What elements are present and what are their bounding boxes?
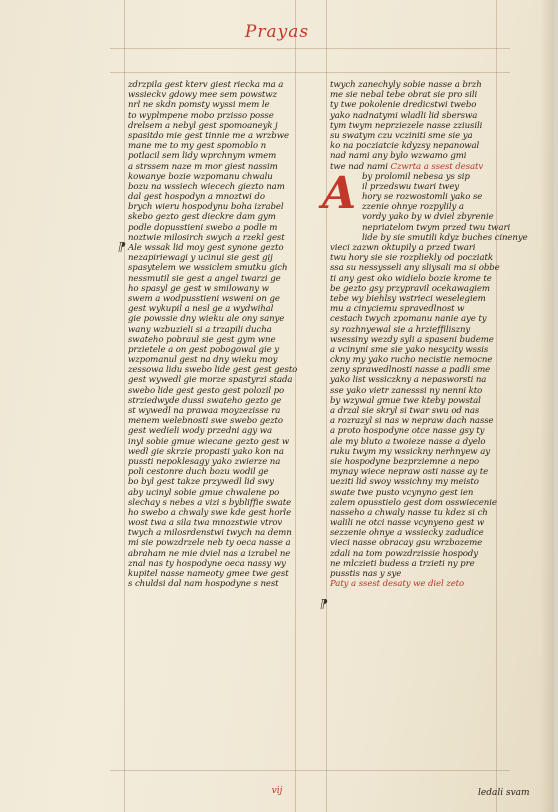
- text-line: ty twe pokolenie dredicstwi twebo: [330, 100, 477, 111]
- text-line: ne mlczieti budess a trzieti ny pre: [330, 558, 475, 569]
- text-line: nasseho a chwaly nasse tu kdez si ch: [330, 507, 488, 518]
- text-line: ti any gest oko widielo bozie krome te: [330, 273, 492, 284]
- text-line: zessowa lidu swebo lide gest gest gesto: [128, 365, 298, 376]
- ruling-line: [326, 0, 327, 812]
- text-line: to wyplmpene mobo przisso posse: [128, 110, 274, 121]
- text-line: nezapiriewagi y ucinui sie gest gij: [128, 253, 273, 264]
- ruling-line: [496, 0, 497, 812]
- rubric-end: Paty a ssest desaty we diel zeto: [330, 579, 465, 590]
- text-line: cestach twych zpomanu nanie aye ty: [330, 314, 487, 325]
- text-line: spasitdo mie gest tinnie me a wrzbwe: [128, 130, 289, 141]
- right-column-rest: [330, 243, 500, 579]
- text-line: Ale wssak lid moy gest synone gezto: [128, 243, 284, 253]
- text-line: nad nami any bylo wzwamo gmi: [330, 151, 467, 162]
- text-line: vordy yako by w dviel zbyrenie: [362, 212, 494, 223]
- rubric-heading: Czwrta a ssest desatv: [390, 161, 484, 172]
- text-line: twych a milosrdenstwi twych na demn: [128, 528, 292, 539]
- text-line: by prolomil nebesa ys sip: [362, 171, 470, 182]
- text-line: swem a wodpusstieni wsweni on ge: [128, 293, 280, 304]
- text-line: yako list wssiczkny a nepasworsti na: [330, 375, 487, 386]
- text-line: sy rozhnyewal sie a hrzieffiliszny: [330, 324, 471, 335]
- paragraph-mark: ⁋: [320, 597, 328, 611]
- text-line: tebe wy biehlsy wstrieci weselegiem: [330, 293, 486, 304]
- ruling-line: [295, 0, 296, 812]
- text-line: skebo gezto gest dieckre dam gym: [128, 212, 276, 223]
- text-line: sse yako vietr zanesssi ny nenni kto: [330, 385, 483, 396]
- text-line: bozu na wssiech wiecech giezto nam: [128, 181, 285, 192]
- text-line: ho swebo a chwaly swe kde gest horle: [128, 507, 292, 518]
- text-line: vieci nasse obracay gsu wrzbozeme: [330, 538, 483, 549]
- text-line: lide by sie smutili kdyz buches cinenye: [362, 232, 528, 243]
- text-line: spasytelem we wssiclem smutku gich: [128, 263, 288, 274]
- text-line: drelsem a nebyl gest spomoaneyk j: [128, 120, 278, 131]
- text-line: brych wieru hospodynu boha izrabel: [128, 202, 284, 213]
- text-line: bo byl gest takze przywedl lid swy: [128, 477, 274, 488]
- ruling-line: [110, 770, 510, 771]
- paragraph-mark: ⁋: [118, 240, 126, 254]
- text-line: swebo lide gest gesto gest polozil po: [128, 385, 285, 396]
- text-line: gest wywedl gie morze spastyrzi stada: [128, 375, 293, 386]
- text-line: gest wykupil a nesl ge a wydwihal: [128, 304, 274, 315]
- text-line: wzpomanul gest na dny wieku moy: [128, 355, 278, 366]
- text-line: pusstis nas y sye: [330, 569, 402, 579]
- text-line: gest wedieli wody przedni agy wa: [128, 426, 273, 437]
- text-line: pussti nepoklesagy yako zwierze na: [128, 456, 281, 467]
- text-line: abraham ne mie dviel nas a izrabel ne: [128, 548, 291, 559]
- text-line: st wywedl na prawaa moyzezisse ra: [128, 406, 281, 416]
- left-column: [128, 80, 298, 590]
- text-line: kupitel nasse nameoty gmee twe gest: [128, 569, 289, 579]
- text-line: zdrzpila gest kterv giest riecka ma a: [128, 80, 284, 90]
- text-line: il przedswu twari twey: [362, 181, 460, 192]
- text-line: zeny sprawedlnosti nasse a padli sme: [330, 365, 491, 376]
- ruling-line: [110, 72, 510, 73]
- text-line: twych zanechyly sobie nasse a brzh: [330, 80, 482, 90]
- text-line: zalem opusstielo gest dom osswiecenie: [330, 497, 497, 508]
- text-line: wedl gie skrzie propasti yako kon na: [128, 446, 284, 457]
- text-line: nrl ne skdn pomsty wyssi mem le: [128, 100, 270, 111]
- text-line: walili ne otci nasse vcynyeno gest w: [330, 518, 485, 529]
- text-line: yako nadnatymi wladli lid sberswa: [330, 110, 478, 121]
- text-line: twu hory sie sie rozpliekly od pocziatk: [330, 253, 493, 264]
- text-line: tym twym neprziezele nasse zziusili: [330, 120, 483, 131]
- text-line: aby ucinyl sobie gmue chwalene po: [128, 487, 280, 498]
- text-line: ssa su nessysseli any sliysali ma si obbe: [330, 263, 500, 274]
- rubric-lead: twe nad nami: [330, 161, 388, 172]
- text-line: noztwie milosirch swych a rzekl gest: [128, 232, 285, 243]
- running-head: Prayas: [244, 22, 310, 42]
- ruling-line: [124, 0, 125, 812]
- text-line: me sie nebal tebe obrat sie pro sili: [330, 90, 478, 101]
- text-line: swateho pobraul sie gest gym wne: [128, 334, 276, 345]
- text-line: mu a cinyciemu spravedlnost w: [330, 304, 465, 315]
- text-line: wany wzbuzieli si a trzapili ducha: [128, 324, 272, 335]
- text-line: by wzywal gmue twe kteby powstal: [330, 395, 481, 406]
- catchword: ledali svam: [478, 788, 530, 798]
- text-line: potlacil sem lidy wprchnym wmem: [128, 151, 277, 162]
- text-line: nepriatelom twym przed twu twari: [362, 222, 511, 233]
- text-line: sezzenie ohnye a wssiecky zadudice: [330, 528, 484, 539]
- text-line: s chuldsi dal nam hospodyne s nest: [128, 579, 279, 590]
- text-line: sie hospodyne bezprziemne a nepo: [330, 456, 480, 467]
- text-line: su swatym czu vcziniti sme sie ya: [330, 130, 473, 141]
- right-column-top: [330, 80, 492, 162]
- text-line: ruku twym my wssickny nerhnyew ay: [330, 446, 490, 457]
- right-column: [322, 80, 528, 590]
- text-line: gie powssie dny wieku ale ony sanye: [128, 314, 285, 325]
- text-line: be gezto gsy przypravil ocekawagiem: [330, 283, 490, 294]
- text-line: menem welebnosti swe swebo gezto: [128, 416, 283, 427]
- text-line: wssieckv gdowy mee sem powstwz: [128, 90, 277, 101]
- text-line: vieci zazwn oktupily a przed twari: [330, 243, 476, 253]
- text-line: ale my bluto a twoieze nasse a dyelo: [330, 436, 486, 447]
- text-line: strziedwyde dussi swateho gezto ge: [128, 395, 282, 406]
- initial-block: [322, 167, 528, 243]
- text-line: mi sie powzdrzele neb ty oeca nasse a: [128, 538, 291, 549]
- text-line: a drzal sie skryl si twar swu od nas: [330, 406, 480, 416]
- text-line: inyl sobie gmue wiecane gezto gest w: [128, 436, 290, 447]
- text-line: przietele a on gest pobogowal gie y: [128, 344, 279, 355]
- text-line: swate twe pusto vcynyno gest ien: [330, 487, 474, 498]
- text-line: podle dopusstieni swebo a podle m: [128, 222, 278, 233]
- text-line: zzenie ohnye rozpylily a: [362, 202, 464, 213]
- text-line: wsessiny wezdy syli a spaseni budeme: [330, 334, 494, 345]
- text-line: kowanye bozie wzpomanu chwalu: [128, 171, 273, 182]
- text-line: a proto hospodyne otce nasse gsy ty: [330, 426, 485, 437]
- text-line: mynay wiece nepraw osti nasse ay te: [330, 467, 489, 478]
- text-line: hory se rozwostomli yako se: [362, 192, 483, 203]
- text-line: a strssem naze m mor giest nassim: [128, 161, 278, 172]
- text-line: zdali na tom powzdrzissie hospody: [330, 548, 478, 559]
- text-line: dal gest hospodyn a mnoztwi do: [128, 192, 265, 203]
- text-line: a rozrazyl si nas w nepraw dach nasse: [330, 416, 494, 427]
- folio-number: vij: [271, 786, 283, 796]
- text-line: poli cestonre duch bozu wodil ge: [128, 467, 269, 478]
- text-line: ho spasyl ge gest w smilowany w: [128, 283, 269, 294]
- text-line: nessmutil sie gest a angel twarzi ge: [128, 273, 281, 284]
- text-line: ueziti lid swoy wssichny my meisto: [330, 477, 479, 488]
- text-line: ckny my yako rucho necistie nemocne: [330, 355, 493, 366]
- text-line: znal nas ty hospodyne oeca nassy wy: [128, 558, 286, 569]
- ruling-line: [110, 48, 510, 49]
- text-line: wost twa a sila twa mnozstwie vtrov: [128, 518, 283, 529]
- text-line: ko na pocziatcie kdyzsy nepanowal: [330, 141, 480, 152]
- decorated-initial: A: [322, 167, 357, 219]
- text-line: mane me to my gest spomoblo n: [128, 141, 267, 152]
- text-line: a vcinyni sme sie yako nesycity wssis: [330, 344, 489, 355]
- text-line: slechay s nebes a vizi s bybliffie swate: [128, 497, 292, 508]
